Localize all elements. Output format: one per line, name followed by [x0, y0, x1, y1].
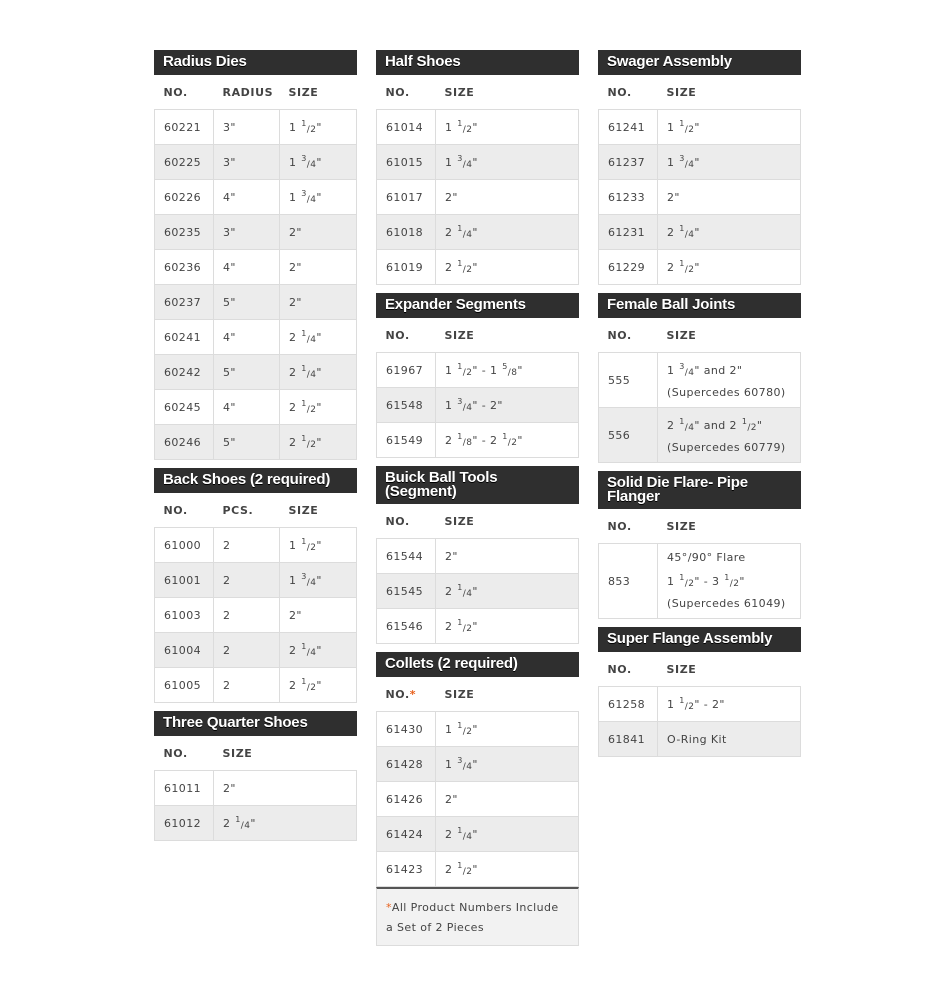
product-number: 61017 — [377, 180, 436, 215]
product-table — [376, 318, 579, 458]
size-cell: 1 $^3$/4" - 2" — [436, 388, 579, 423]
product-table — [154, 75, 357, 460]
product-table — [598, 318, 801, 463]
section-title: Three Quarter Shoes — [154, 711, 357, 736]
size-cell: 2 $^1$/4" — [280, 633, 357, 668]
table-row — [599, 722, 801, 757]
section-title: Female Ball Joints — [598, 293, 801, 318]
table-row — [377, 180, 579, 215]
table-row — [155, 320, 357, 355]
column-header-label: NO. — [385, 687, 410, 701]
product-number: 61001 — [155, 563, 214, 598]
spec-cell: 5" — [214, 355, 280, 390]
size-cell: 2 $^1$/4" — [658, 215, 801, 250]
product-number: 61841 — [599, 722, 658, 757]
spec-cell: 2 — [214, 598, 280, 633]
product-section — [598, 50, 801, 285]
column-header — [214, 736, 357, 771]
table-row — [155, 668, 357, 703]
product-number: 61003 — [155, 598, 214, 633]
product-number: 61545 — [377, 574, 436, 609]
product-number: 61015 — [377, 145, 436, 180]
column-header — [436, 318, 579, 353]
size-cell: 2" — [280, 215, 357, 250]
product-table — [598, 75, 801, 285]
table-row — [377, 423, 579, 458]
size-cell: 2 $^1$/4" — [280, 355, 357, 390]
column-header-label: NO. — [163, 85, 188, 99]
spec-cell: 4" — [214, 180, 280, 215]
table-header-row — [377, 318, 579, 353]
table-row — [155, 285, 357, 320]
section-title: Super Flange Assembly — [598, 627, 801, 652]
column-header — [280, 75, 357, 110]
section-title: Swager Assembly — [598, 50, 801, 75]
spec-cell: 3" — [214, 110, 280, 145]
product-number: 61428 — [377, 747, 436, 782]
size-cell: 2" — [280, 285, 357, 320]
size-cell: 2 $^1$/4" — [214, 806, 357, 841]
column-header — [280, 493, 357, 528]
size-cell: 2" — [658, 180, 801, 215]
column-header-label: SIZE — [666, 328, 697, 342]
column-header — [155, 493, 214, 528]
column-header — [214, 493, 280, 528]
column-header — [599, 509, 658, 544]
column-header — [658, 75, 801, 110]
table-row — [599, 408, 801, 463]
column-header — [436, 677, 579, 712]
spec-cell: 2 — [214, 528, 280, 563]
product-table — [376, 677, 579, 887]
size-cell: 2" — [436, 539, 579, 574]
size-cell: 1 $^3$/4" and 2" (Supercedes 60780) — [658, 353, 801, 408]
product-number: 555 — [599, 353, 658, 408]
table-row — [155, 180, 357, 215]
column-header — [155, 736, 214, 771]
table-header-row — [155, 736, 357, 771]
product-number: 61546 — [377, 609, 436, 644]
product-section — [598, 627, 801, 757]
product-number: 60226 — [155, 180, 214, 215]
product-number: 60242 — [155, 355, 214, 390]
product-number: 556 — [599, 408, 658, 463]
table-row — [599, 687, 801, 722]
column-header-label: NO. — [607, 328, 632, 342]
table-header-row — [377, 75, 579, 110]
product-number: 61018 — [377, 215, 436, 250]
product-table — [154, 736, 357, 841]
size-cell: 1 $^1$/2" — [436, 110, 579, 145]
table-row — [155, 110, 357, 145]
column-header — [377, 677, 436, 712]
table-row — [599, 250, 801, 285]
size-cell: 2 $^1$/4" — [436, 215, 579, 250]
size-cell: 2" — [280, 250, 357, 285]
product-number: 61005 — [155, 668, 214, 703]
product-number: 61423 — [377, 852, 436, 887]
size-cell: 2" — [280, 598, 357, 633]
table-row — [377, 110, 579, 145]
table-row — [377, 250, 579, 285]
product-number: 60246 — [155, 425, 214, 460]
product-number: 61544 — [377, 539, 436, 574]
product-table — [598, 509, 801, 619]
column-2 — [376, 50, 579, 954]
spec-cell: 2 — [214, 668, 280, 703]
section-title: Expander Segments — [376, 293, 579, 318]
size-cell: 1 $^1$/2" — [658, 110, 801, 145]
table-row — [155, 771, 357, 806]
table-row — [377, 609, 579, 644]
table-row — [155, 806, 357, 841]
size-cell: 2" — [436, 180, 579, 215]
size-cell: 2" — [214, 771, 357, 806]
size-cell: 2 $^1$/4" and 2 $^1$/2" (Supercedes 60779) — [658, 408, 801, 463]
product-number: 61967 — [377, 353, 436, 388]
size-cell: 2 $^1$/4" — [436, 817, 579, 852]
table-row — [377, 215, 579, 250]
product-section — [376, 50, 579, 285]
section-title: Radius Dies — [154, 50, 357, 75]
spec-cell: 5" — [214, 285, 280, 320]
table-row — [155, 145, 357, 180]
table-row — [377, 852, 579, 887]
section-title: Half Shoes — [376, 50, 579, 75]
column-header — [658, 652, 801, 687]
product-number: 61258 — [599, 687, 658, 722]
footnote-text: All Product Numbers Include a Set of 2 Pieces — [386, 901, 559, 934]
table-header-row — [599, 652, 801, 687]
size-cell: 1 $^3$/4" — [436, 747, 579, 782]
product-number: 61014 — [377, 110, 436, 145]
table-row — [155, 390, 357, 425]
spec-cell: 4" — [214, 320, 280, 355]
column-header — [599, 652, 658, 687]
spec-cell: 4" — [214, 250, 280, 285]
size-cell: 2 $^1$/2" — [436, 250, 579, 285]
size-cell: 1 $^1$/2" — [436, 712, 579, 747]
product-number: 61011 — [155, 771, 214, 806]
size-cell: 1 $^3$/4" — [436, 145, 579, 180]
product-number: 61004 — [155, 633, 214, 668]
column-header — [658, 509, 801, 544]
product-number: 61231 — [599, 215, 658, 250]
column-header — [599, 75, 658, 110]
size-cell: 1 $^1$/2" — [280, 110, 357, 145]
product-number: 60225 — [155, 145, 214, 180]
column-header-label: NO. — [607, 85, 632, 99]
table-row — [377, 574, 579, 609]
product-number: 61229 — [599, 250, 658, 285]
size-cell: O-Ring Kit — [658, 722, 801, 757]
product-table — [376, 504, 579, 644]
table-row — [599, 110, 801, 145]
size-cell: 2 $^1$/2" — [280, 425, 357, 460]
column-3 — [598, 50, 801, 765]
size-cell: 2 $^1$/8" - 2 $^1$/2" — [436, 423, 579, 458]
column-header — [436, 504, 579, 539]
column-header-label: NO. — [385, 328, 410, 342]
table-row — [377, 747, 579, 782]
product-number: 61012 — [155, 806, 214, 841]
size-cell: 2 $^1$/2" — [280, 668, 357, 703]
product-section — [154, 711, 357, 841]
column-header-label: SIZE — [222, 746, 253, 760]
section-title: Buick Ball Tools (Segment) — [376, 466, 579, 504]
column-header-label: SIZE — [666, 85, 697, 99]
spec-cell: 2 — [214, 563, 280, 598]
column-header-label: SIZE — [444, 687, 475, 701]
product-number: 61237 — [599, 145, 658, 180]
spec-cell: 4" — [214, 390, 280, 425]
column-header-label: RADIUS — [222, 85, 274, 99]
section-title: Back Shoes (2 required) — [154, 468, 357, 493]
product-number: 61548 — [377, 388, 436, 423]
column-header — [214, 75, 280, 110]
product-number: 853 — [599, 544, 658, 619]
size-cell: 1 $^1$/2" - 1 $^5$/8" — [436, 353, 579, 388]
product-number: 61426 — [377, 782, 436, 817]
table-row — [155, 425, 357, 460]
column-header-label: PCS. — [222, 503, 254, 517]
table-header-row — [155, 493, 357, 528]
size-cell: 1 $^1$/2" — [280, 528, 357, 563]
column-header — [436, 75, 579, 110]
table-row — [599, 180, 801, 215]
table-row — [377, 539, 579, 574]
size-cell: 1 $^3$/4" — [280, 563, 357, 598]
size-cell: 2 $^1$/4" — [280, 320, 357, 355]
product-section — [598, 471, 801, 619]
footnote-star: * — [386, 901, 392, 914]
product-section — [154, 468, 357, 703]
size-cell: 2 $^1$/2" — [280, 390, 357, 425]
column-header — [377, 318, 436, 353]
product-number: 61430 — [377, 712, 436, 747]
product-table — [154, 493, 357, 703]
size-cell: 1 $^3$/4" — [658, 145, 801, 180]
table-row — [155, 355, 357, 390]
table-header-row — [599, 75, 801, 110]
table-header-row — [377, 504, 579, 539]
table-row — [377, 712, 579, 747]
table-row — [155, 633, 357, 668]
spec-cell: 5" — [214, 425, 280, 460]
spec-cell: 3" — [214, 215, 280, 250]
size-cell: 2 $^1$/2" — [658, 250, 801, 285]
product-number: 60235 — [155, 215, 214, 250]
column-header-label: NO. — [163, 746, 188, 760]
product-section — [598, 293, 801, 463]
table-row — [377, 782, 579, 817]
table-row — [599, 145, 801, 180]
table-row — [377, 353, 579, 388]
column-header-label: SIZE — [444, 514, 475, 528]
product-section — [154, 50, 357, 460]
product-number: 60221 — [155, 110, 214, 145]
product-section — [376, 293, 579, 458]
product-number: 60241 — [155, 320, 214, 355]
table-row — [377, 145, 579, 180]
column-header — [599, 318, 658, 353]
size-cell: 2 $^1$/2" — [436, 609, 579, 644]
column-header-label: NO. — [163, 503, 188, 517]
table-row — [155, 598, 357, 633]
column-header-label: NO. — [607, 519, 632, 533]
table-row — [599, 353, 801, 408]
product-section — [376, 466, 579, 644]
product-number: 60236 — [155, 250, 214, 285]
product-number: 61424 — [377, 817, 436, 852]
table-row — [599, 544, 801, 619]
size-cell: 2 $^1$/4" — [436, 574, 579, 609]
size-cell: 45°/90° Flare 1 $^1$/2" - 3 $^1$/2" (Supercedes 61049) — [658, 544, 801, 619]
product-number: 61549 — [377, 423, 436, 458]
column-header-label: NO. — [385, 85, 410, 99]
product-number: 60237 — [155, 285, 214, 320]
product-section — [376, 652, 579, 946]
spec-cell: 3" — [214, 145, 280, 180]
footnote-star: * — [409, 687, 417, 701]
table-row — [155, 528, 357, 563]
column-header-label: SIZE — [444, 85, 475, 99]
product-number: 61000 — [155, 528, 214, 563]
size-cell: 2 $^1$/2" — [436, 852, 579, 887]
product-number: 61019 — [377, 250, 436, 285]
column-1 — [154, 50, 357, 849]
column-header-label: SIZE — [288, 85, 319, 99]
table-header-row — [377, 677, 579, 712]
product-table — [376, 75, 579, 285]
column-header-label: SIZE — [666, 519, 697, 533]
product-table — [598, 652, 801, 757]
column-header — [658, 318, 801, 353]
table-row — [377, 388, 579, 423]
column-header — [377, 75, 436, 110]
table-header-row — [599, 318, 801, 353]
table-row — [155, 563, 357, 598]
product-number: 60245 — [155, 390, 214, 425]
product-number: 61233 — [599, 180, 658, 215]
size-cell: 1 $^3$/4" — [280, 145, 357, 180]
product-number: 61241 — [599, 110, 658, 145]
size-cell: 2" — [436, 782, 579, 817]
column-header — [155, 75, 214, 110]
size-cell: 1 $^1$/2" - 2" — [658, 687, 801, 722]
column-header-label: NO. — [385, 514, 410, 528]
table-header-row — [155, 75, 357, 110]
column-header-label: SIZE — [288, 503, 319, 517]
size-cell: 1 $^3$/4" — [280, 180, 357, 215]
table-row — [599, 215, 801, 250]
spec-cell: 2 — [214, 633, 280, 668]
column-header-label: SIZE — [666, 662, 697, 676]
table-row — [377, 817, 579, 852]
column-header — [377, 504, 436, 539]
table-row — [155, 215, 357, 250]
section-title: Collets (2 required) — [376, 652, 579, 677]
section-title: Solid Die Flare- Pipe Flanger — [598, 471, 801, 509]
table-header-row — [599, 509, 801, 544]
column-header-label: NO. — [607, 662, 632, 676]
column-header-label: SIZE — [444, 328, 475, 342]
footnote — [376, 887, 579, 946]
table-row — [155, 250, 357, 285]
